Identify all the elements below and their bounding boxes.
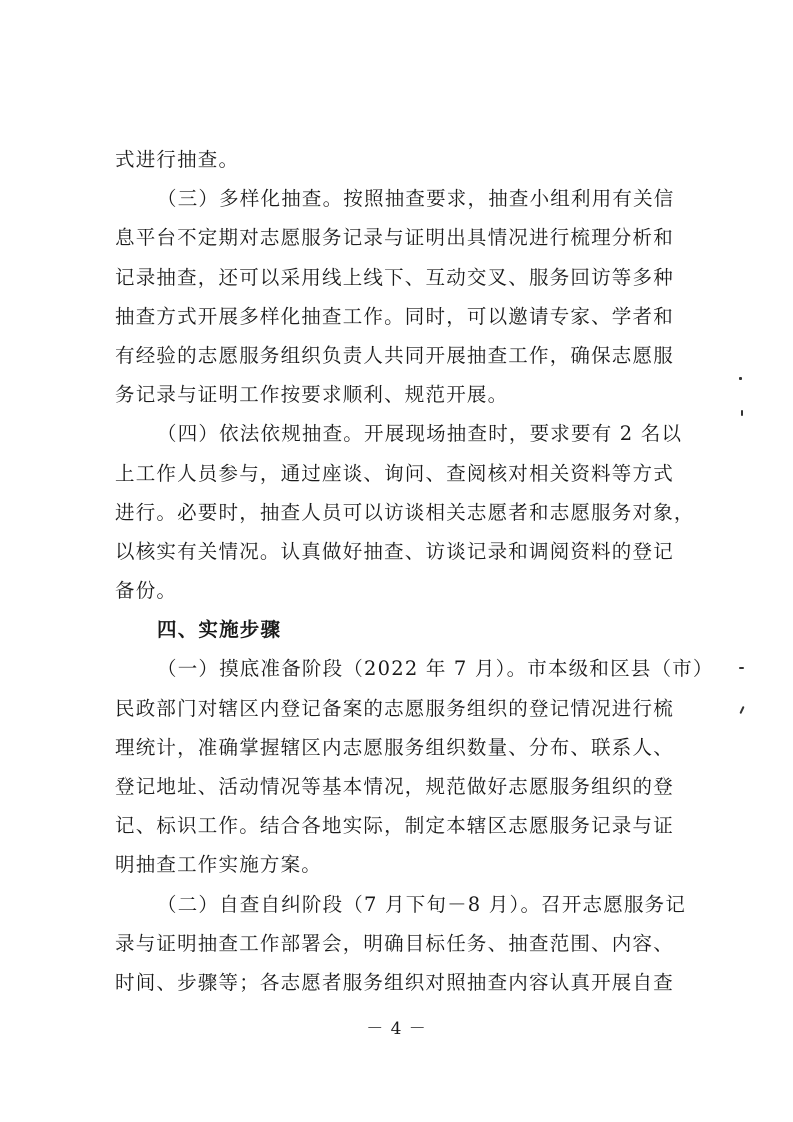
scan-speck (741, 410, 743, 416)
section-heading: 四、实施步骤 (157, 618, 282, 642)
text-line: 息平台不定期对志愿服务记录与证明出具情况进行梳理分析和 (115, 226, 674, 250)
text-line: 抽查方式开展多样化抽查工作。同时，可以邀请专家、学者和 (115, 304, 674, 328)
page-number: － 4 － (366, 1019, 427, 1039)
text-line: 上工作人员参与，通过座谈、询问、查阅核对相关资料等方式 (115, 461, 674, 485)
text-line: 登记地址、活动情况等基本情况，规范做好志愿服务组织的登 (115, 775, 674, 798)
document-body (115, 140, 714, 1002)
text-line: 时间、步骤等；各志愿者服务组织对照抽查内容认真开展自查 (115, 970, 674, 994)
text-line: 务记录与证明工作按要求顺利、规范开展。 (115, 383, 509, 407)
text-line: （三）多样化抽查。按照抽查要求，抽查小组利用有关信 (157, 187, 675, 211)
text-line: 以核实有关情况。认真做好抽查、访谈记录和调阅资料的登记 (115, 539, 674, 563)
text-line: （四）依法依规抽查。开展现场抽查时，要求要有 2 名以 (157, 422, 683, 446)
text-line: 理统计，准确掌握辖区内志愿服务组织数量、分布、联系人、 (115, 735, 674, 759)
text-line: 明抽查工作实施方案。 (115, 853, 323, 877)
text-line: 备份。 (115, 579, 178, 603)
scan-speck (739, 667, 744, 669)
text-line: 进行。必要时，抽查人员可以访谈相关志愿者和志愿服务对象， (115, 500, 695, 524)
scan-speck (739, 706, 744, 714)
scan-speck (739, 377, 742, 380)
text-line: （二）自查自纠阶段（7 月下旬－8 月）。召开志愿服务记 (157, 892, 687, 916)
text-line: 录与证明抽查工作部署会，明确目标任务、抽查范围、内容、 (115, 931, 674, 955)
text-line: 式进行抽查。 (115, 148, 240, 171)
text-line: 记、标识工作。结合各地实际，制定本辖区志愿服务记录与证 (115, 814, 674, 838)
text-line: （一）摸底准备阶段（2022 年 7 月）。市本级和区县（市） (157, 657, 714, 681)
text-line: 民政部门对辖区内登记备案的志愿服务组织的登记情况进行梳 (115, 696, 674, 720)
text-line: 记录抽查，还可以采用线上线下、互动交叉、服务回访等多种 (115, 265, 674, 289)
text-line: 有经验的志愿服务组织负责人共同开展抽查工作，确保志愿服 (115, 343, 674, 367)
